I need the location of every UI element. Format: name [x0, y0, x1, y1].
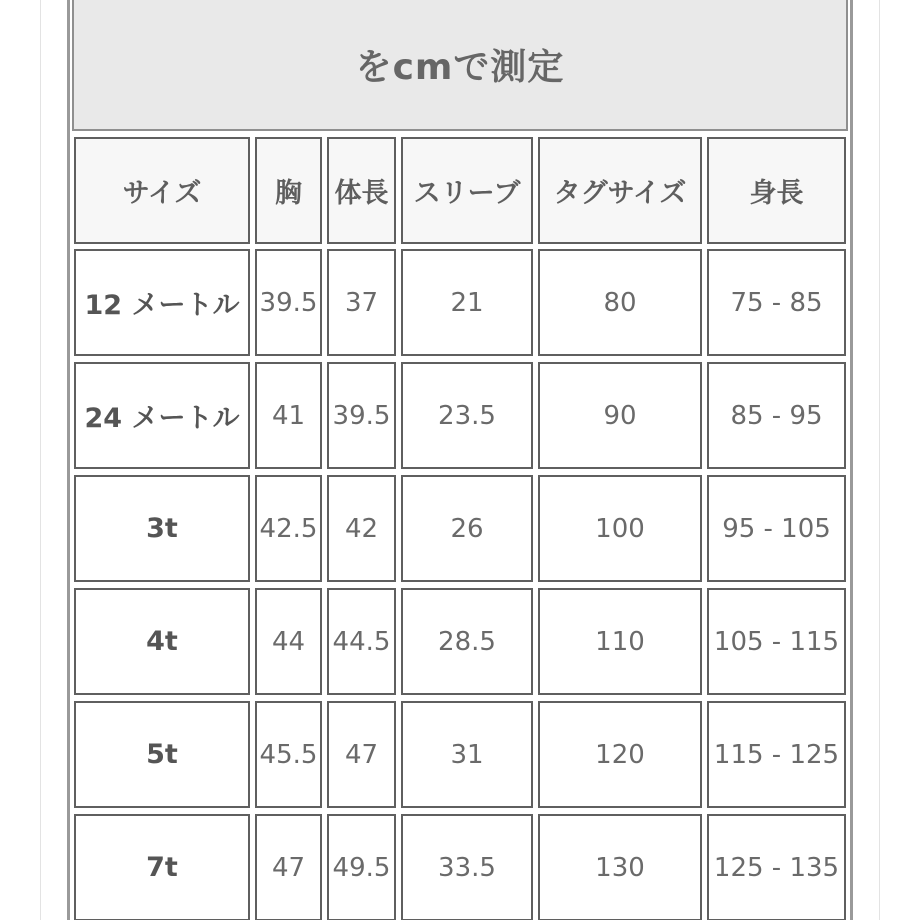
row-size-label: 7t	[74, 814, 250, 920]
row-size-label: 12 メートル	[74, 249, 250, 356]
cell-body-length: 44.5	[327, 588, 396, 695]
row-size-label: 3t	[74, 475, 250, 582]
header-sleeve: スリーブ	[401, 137, 533, 244]
cell-body-length: 39.5	[327, 362, 396, 469]
cell-body-length: 37	[327, 249, 396, 356]
cell-tag-size: 90	[538, 362, 702, 469]
cell-tag-size: 110	[538, 588, 702, 695]
header-size: サイズ	[74, 137, 250, 244]
cell-sleeve: 23.5	[401, 362, 533, 469]
cell-chest: 47	[255, 814, 322, 920]
cell-sleeve: 31	[401, 701, 533, 808]
cell-body-length: 42	[327, 475, 396, 582]
row-size-label: 24 メートル	[74, 362, 250, 469]
cell-height: 95 - 105	[707, 475, 846, 582]
cell-tag-size: 130	[538, 814, 702, 920]
cell-sleeve: 21	[401, 249, 533, 356]
table-title: をcmで測定	[355, 47, 565, 88]
cell-height: 115 - 125	[707, 701, 846, 808]
cell-body-length: 49.5	[327, 814, 396, 920]
cell-height: 125 - 135	[707, 814, 846, 920]
header-height: 身長	[707, 137, 846, 244]
row-size-label: 5t	[74, 701, 250, 808]
cell-height: 105 - 115	[707, 588, 846, 695]
header-chest: 胸	[255, 137, 322, 244]
cell-sleeve: 33.5	[401, 814, 533, 920]
cell-height: 85 - 95	[707, 362, 846, 469]
header-body-length: 体長	[327, 137, 396, 244]
cell-tag-size: 120	[538, 701, 702, 808]
cell-chest: 39.5	[255, 249, 322, 356]
cell-body-length: 47	[327, 701, 396, 808]
cell-chest: 41	[255, 362, 322, 469]
header-tag-size: タグサイズ	[538, 137, 702, 244]
cell-chest: 44	[255, 588, 322, 695]
cell-tag-size: 80	[538, 249, 702, 356]
cell-tag-size: 100	[538, 475, 702, 582]
cell-sleeve: 26	[401, 475, 533, 582]
cell-chest: 42.5	[255, 475, 322, 582]
table-title-cell	[72, 0, 848, 131]
cell-height: 75 - 85	[707, 249, 846, 356]
cell-sleeve: 28.5	[401, 588, 533, 695]
cell-chest: 45.5	[255, 701, 322, 808]
row-size-label: 4t	[74, 588, 250, 695]
